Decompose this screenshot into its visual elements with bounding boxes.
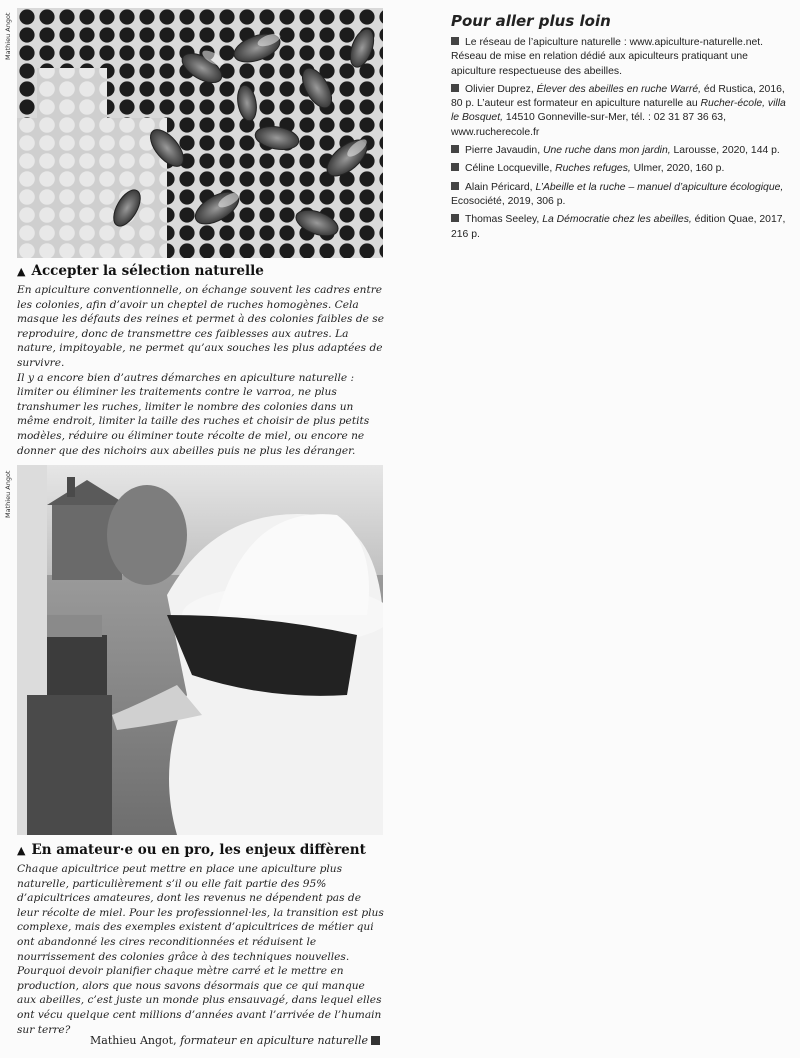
reference-details: Ecosociété, 2019, 306 p. (451, 195, 566, 207)
references-list (451, 36, 791, 246)
beekeeper-photo (17, 465, 383, 835)
reference-book-title: La Démocratie chez les abeilles, (542, 214, 692, 226)
reference-item (451, 162, 791, 176)
reference-details: édition Quae, 2017, 216 p. (451, 214, 786, 240)
caption2-para1: Chaque apicultrice peut mettre en place une apiculture plus naturelle, particulièrement s’il ou elle fait partie des 95% d’apicultrices amateures, dont les revenus ne dépendent pas de leur récolte de miel. Pour les professionnel·les, la transition est plus complexe, mais des exemples existent d’apicultrices de métier qui ont abandonné les cires reconditionnées et réduisent le nourrissement des colonies grâce à des techniques nouvelles. Pourquoi devoir planifier chaque mètre carré et le mettre en production, alors que nous savons désormais que ce qui manque aux abeilles, c’est juste un monde plus ensauvagé, dans lequel elles ont vécu quelque cent millions d’années avant l’arrivée de l’humain sur terre? (17, 863, 384, 1036)
reference-item (451, 144, 791, 158)
bees-on-comb-photo (17, 8, 383, 258)
caption-title-amateur-pro (17, 842, 366, 858)
reference-details: Larousse, 2020, 144 p. (670, 145, 780, 157)
caption-title-natural-selection (17, 263, 264, 279)
bullet-square-icon (451, 37, 459, 45)
photo-credit-2: Mathieu Angot (4, 470, 12, 518)
caption-body-natural-selection (17, 283, 385, 458)
reference-item (451, 83, 791, 140)
reference-author: Pierre Javaudin, (465, 145, 543, 157)
reference-item (451, 36, 791, 79)
caption-title-text: En amateur·e ou en pro, les enjeux diffèrent (31, 842, 366, 858)
bullet-square-icon (451, 214, 459, 222)
reference-author: Olivier Duprez, (465, 83, 537, 95)
author-role: formateur en apiculture naturelle (180, 1034, 368, 1047)
bees-comb-illustration (17, 8, 383, 258)
reference-author: Alain Péricard, (465, 181, 536, 193)
caret-up-icon: ▲ (17, 265, 26, 278)
reference-book-title: Ruches refuges, (555, 163, 631, 175)
beekeeper-illustration (17, 465, 383, 835)
bullet-square-icon (451, 84, 459, 92)
reference-details: éd Rustica, 2016, 80 p. L’auteur est formateur en apiculture naturelle au (451, 83, 785, 110)
caption1-para1: En apiculture conventionnelle, on échange souvent les cadres entre les colonies, afin d’avoir un cheptel de ruches homogènes. Cela masque les défauts des reines et permet à des colonies faibles de se reproduire, donc de transmettre ces faiblesses aux autres. La nature, impitoyable, ne permet qu’aux souches les plus adaptées de survivre. (17, 284, 384, 369)
reference-book-title: L’Abeille et la ruche – manuel d’apiculture écologique, (535, 181, 784, 193)
references-title: Pour aller plus loin (451, 12, 611, 30)
reference-details: Ulmer, 2020, 160 p. (630, 163, 725, 175)
reference-item (451, 181, 791, 210)
photo-credit-1: Mathieu Angot (4, 12, 12, 60)
reference-item (451, 213, 791, 242)
reference-book-title: Une ruche dans mon jardin, (542, 145, 671, 157)
bullet-square-icon (451, 182, 459, 190)
caption1-para2: Il y a encore bien d’autres démarches en apiculture naturelle : limiter ou éliminer les traitements contre le varroa, ne plus transhumer les ruches, limiter le nombre des colonies dans un même endroit, limiter la taille des ruches et choisir de plus petits modèles, réduire ou éliminer toute récolte de miel, ou encore ne donner que des nichoirs aux abeilles puis ne plus les déranger. (17, 371, 370, 457)
reference-book-title: Élever des abeilles en ruche Warré, (536, 83, 702, 95)
caret-up-icon: ▲ (17, 844, 26, 857)
reference-place: Rucher-école, villa le Bosquet, (451, 98, 786, 124)
bullet-square-icon (451, 145, 459, 153)
caption-title-text: Accepter la sélection naturelle (31, 263, 264, 279)
caption-body-amateur-pro (17, 862, 385, 1037)
reference-contact: 14510 Gonneville-sur-Mer, tél. : 02 31 87 36 63, www.rucherecole.fr (451, 112, 726, 138)
reference-text: Le réseau de l’apiculture naturelle : www.apiculture-naturelle.net. Réseau de mise en relation dédié aux apiculteurs pratiquant une apiculture respectueuse des abeilles. (451, 37, 764, 77)
author-name: Mathieu Angot, (90, 1034, 177, 1047)
reference-author: Céline Locqueville, (465, 163, 556, 175)
bullet-square-icon (451, 163, 459, 171)
end-square-icon (371, 1036, 380, 1045)
reference-author: Thomas Seeley, (465, 214, 543, 226)
author-signature (90, 1034, 380, 1047)
